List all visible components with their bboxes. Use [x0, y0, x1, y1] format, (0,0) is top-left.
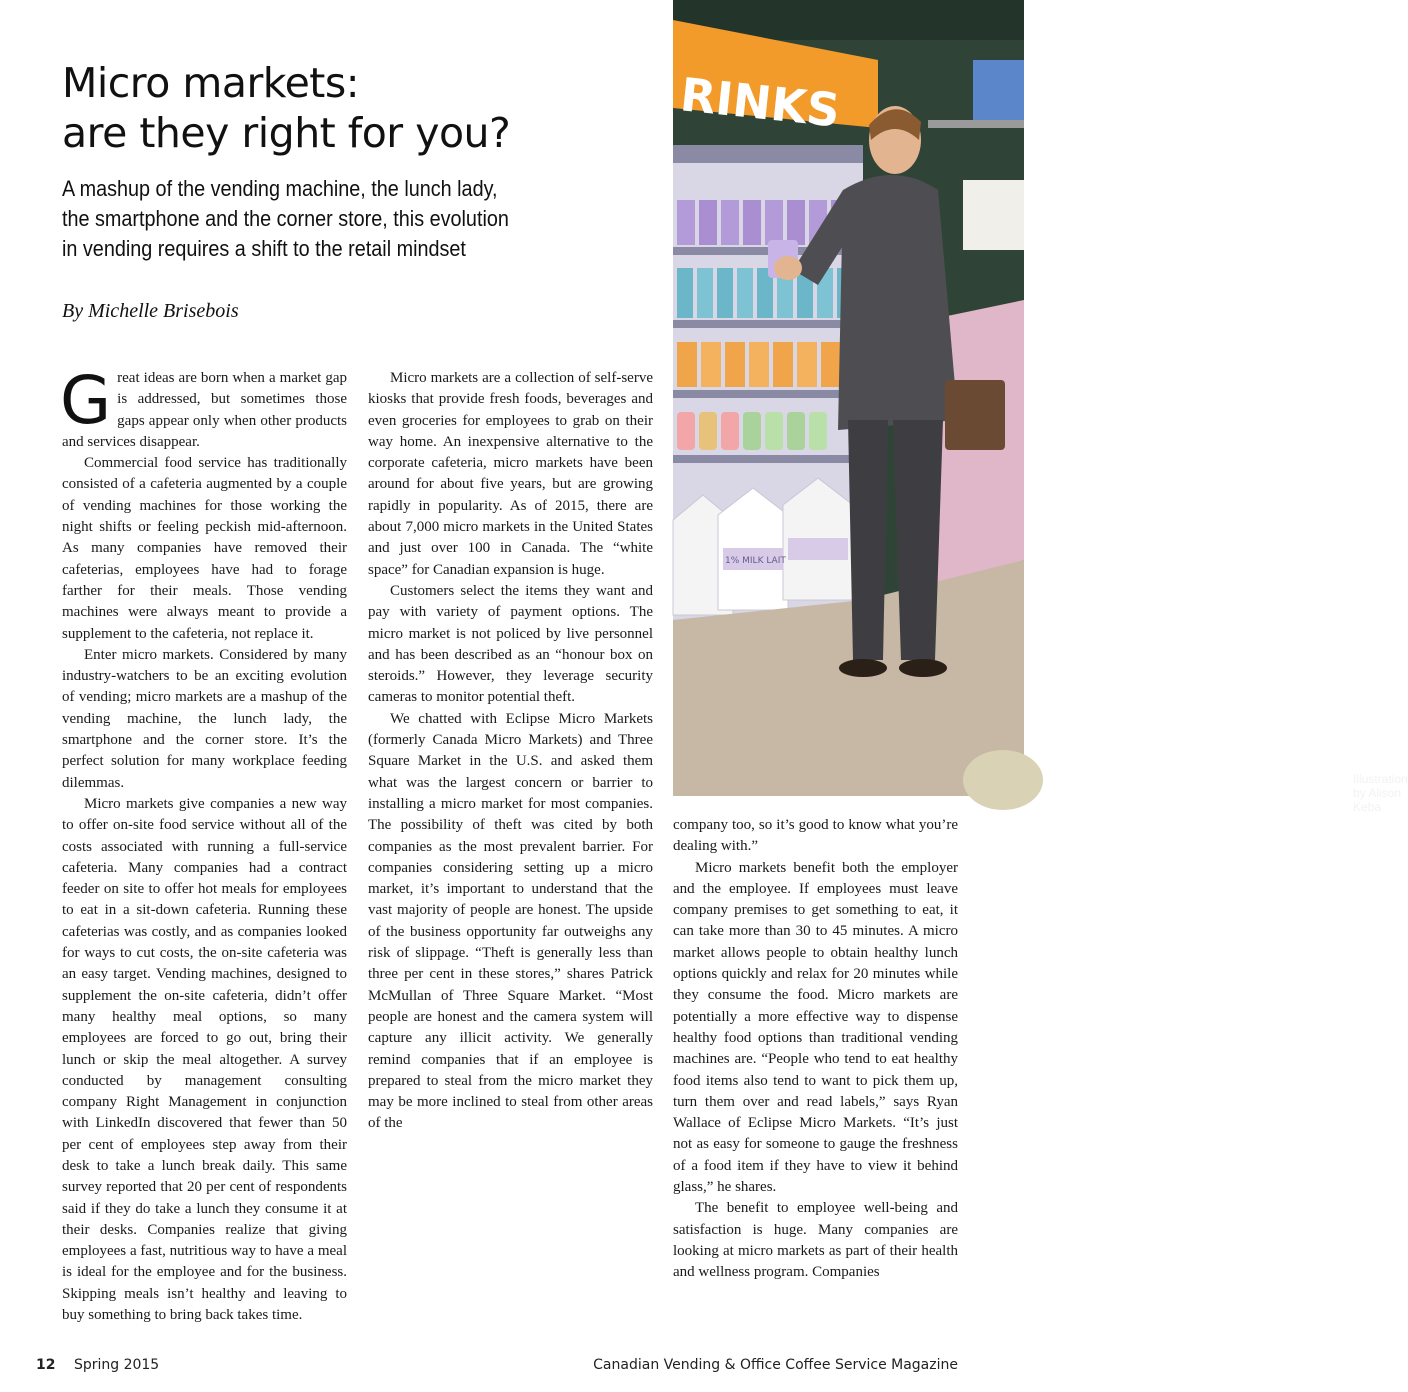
paragraph-9: The benefit to employee well-being and satisfaction is huge. Many companies are looking at micro markets as part of their health and wellness program. Companies [673, 1200, 958, 1281]
paragraph-3: Enter micro markets. Considered by many industry-watchers to be an exciting evolution of vending; micro markets are a mashup of the vending machine, the lunch lady, the smartphone and the corner store. It’s the perfect solution for many workplace feeding dilemmas. [62, 646, 347, 791]
magazine-name: Canadian Vending & Office Coffee Service Magazine [593, 1357, 958, 1373]
paragraph-4: Micro markets give companies a new way to offer on-site food service without all of the costs associated with running a full-service cafeteria. Many companies had a contract feeder on site to offer hot meals for employees to eat in a sit-down cafeteria. Running these cafeterias was costly, and as companies looked for ways to cut costs, the on-site cafeteria was an easy target. Vending machines, designed to supplement the on-site cafeteria, didn’t offer many healthy meal options, so many employees are forced to go out, bring their lunch or skip the meal altogether. A survey conducted by management consulting company Right Management in conjunction with LinkedIn discovered that fewer than 50 per cent of employees step away from their desk to take a lunch break daily. This same survey reported that 20 per cent of respondents said if they do take a lunch they consume it at their desks. Companies realize that giving employees a fast, nutritious way to have a meal is ideal for the employee and for the business. Skipping meals isn’t healthy and leaving to buy something to bring back takes time. [62, 795, 347, 1324]
paragraph-8: Micro markets benefit both the employer and the employee. If employees must leave company premises to get something to eat, it can take more than 30 to 45 minutes. A micro market allows people to obtain healthy lunch options quickly and relax for 20 minutes while they consume the food. Micro markets are potentially a more effective way to dispense healthy food options than traditional vending machines are. “People who tend to eat healthy food items also tend to want to pick them up, turn them over and read labels,” says Ryan Wallace of Eclipse Micro Markets. “It’s just not as easy for someone to gauge the freshness of a food item if they have to view it behind glass,” he shares. [673, 859, 958, 1196]
body-column-1 [60, 362, 347, 1330]
paragraph-1: Great ideas are born when a market gap is addressed, but sometimes those gaps appear only when other products and services disappear. [60, 362, 347, 450]
article-dek [62, 174, 602, 264]
drop-cap: G [60, 362, 112, 439]
body-column-2 [368, 368, 653, 1330]
juice-boxes-row [677, 342, 861, 387]
page-number: 12 [36, 1357, 56, 1373]
dek-line-3: in vending requires a shift to the retail mindset [62, 236, 466, 261]
milk-label: 1% MILK LAIT [725, 556, 786, 566]
sign-text: RINKS [677, 67, 843, 138]
dek-line-2: the smartphone and the corner store, this evolution [62, 206, 509, 231]
coin-bag [963, 750, 1043, 810]
article-title [62, 58, 662, 158]
illustration-graphic [673, 0, 1024, 796]
briefcase [945, 380, 1005, 450]
paragraph-7-continued: company too, so it’s good to know what you’re dealing with.” [673, 817, 958, 855]
milk-cartons [673, 478, 853, 615]
water-bottles-row [677, 268, 853, 318]
illustration-credit: Illustration by Alison Keba [1353, 772, 1408, 814]
page-footer [36, 1357, 958, 1377]
byline: By Michelle Brisebois [62, 300, 239, 322]
body-column-3 [673, 815, 958, 1330]
title-line-1: Micro markets: [62, 59, 360, 107]
cans-row [677, 412, 827, 450]
issue-date: Spring 2015 [73, 1357, 160, 1373]
paragraph-6: Customers select the items they want and pay with variety of payment options. The micro market is not policed by live personnel and has been described as an “honour box on steroids.” However, they leverage security cameras to monitor potential theft. [368, 582, 653, 706]
illustration-micro-market [673, 0, 1408, 814]
paragraph-2: Commercial food service has traditionally consisted of a cafeteria augmented by a couple of vending machines for those working the night shifts or feeling peckish mid-afternoon. As many companies have removed their cafeterias, employees have had to forage farther for their meals. Those vending machines were always meant to provide a supplement to the cafeteria, not replace it. [62, 455, 347, 642]
paragraph-7: We chatted with Eclipse Micro Markets (formerly Canada Micro Markets) and Three Square Market in the U.S. and asked them what was the largest concern or barrier to installing a micro market for most companies. The possibility of theft was cited by both companies as the most prevalent barrier. For companies considering setting up a micro market, it’s important to understand that the vast majority of people are honest. The upside of the business opportunity far outweighs any risk of slippage. “Theft is generally less than three per cent in these stores,” shares Patrick McMullan of Three Square Market. “Most people are honest and the camera system will capture any illicit activity. We generally remind companies that if an employee is prepared to steal from the micro market they may be more inclined to steal from other areas of the [368, 710, 653, 1132]
paragraph-5: Micro markets are a collection of self-serve kiosks that provide fresh foods, beverages and even groceries for employees to grab on their way home. An inexpensive alternative to the corporate cafeteria, micro markets have been around for about five years, but are growing rapidly in popularity. As of 2015, there are about 7,000 micro markets in the United States and just over 100 in Canada. The “white space” for Canadian expansion is huge. [368, 370, 653, 578]
title-line-2: are they right for you? [62, 109, 511, 157]
dek-line-1: A mashup of the vending machine, the lunch lady, [62, 176, 498, 201]
coffee-machine [963, 180, 1024, 250]
